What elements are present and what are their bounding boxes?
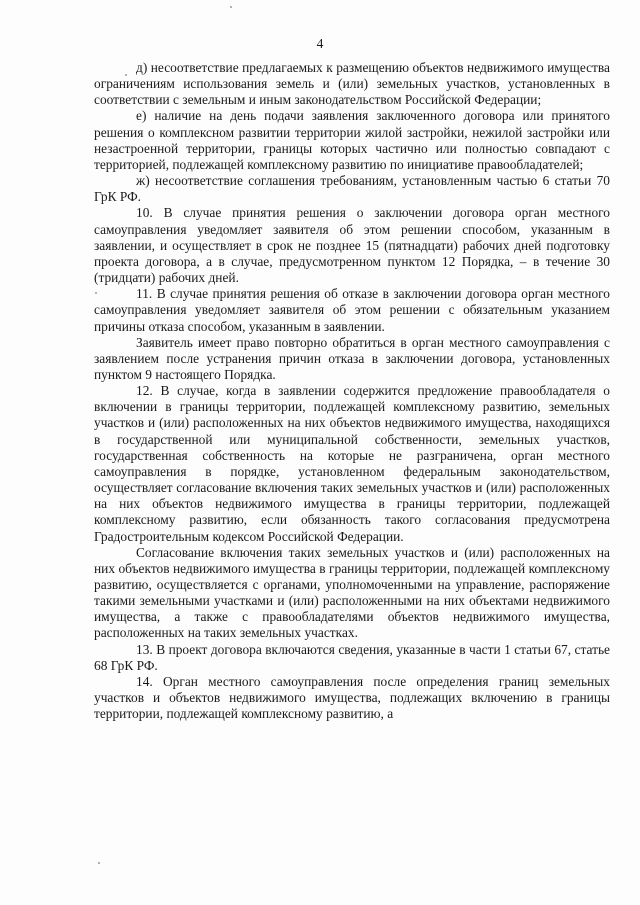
paragraph-reapplication: Заявитель имеет право повторно обратиться в орган местного самоуправления с заявлением после устранения причин отказа в заключении договора, установленных пунктом 9 настоящего Порядка. <box>94 334 610 382</box>
scan-speck <box>125 74 127 76</box>
paragraph-item-d: д) несоответствие предлагаемых к размещению объектов недвижимого имущества ограничениям использования земель и (или) земельных участков, установленных в соответствии с земельным и иным законодательством Российской Федерации; <box>94 60 610 108</box>
paragraph-item-zh: ж) несоответствие соглашения требованиям, установленным частью 6 статьи 70 ГрК РФ. <box>94 173 610 205</box>
paragraph-coordination: Согласование включения таких земельных участков и (или) расположенных на них объектов недвижимого имущества в границы территории, подлежащей комплексному развитию, осуществляется с органами, уполномоченными на управление, распоряжение такими земельными участками и (или) расположенными на них объектами недвижимого имущества, а также с правообладателями объектов недвижимого имущества, расположенных на таких земельных участках. <box>94 544 610 641</box>
paragraph-clause-14: 14. Орган местного самоуправления после определения границ земельных участков и объектов недвижимого имущества, подлежащих включению в границы территории, подлежащей комплексному развитию, а <box>94 673 610 722</box>
paragraph-clause-12: 12. В случае, когда в заявлении содержится предложение правообладателя о включении в границы территории, подлежащей комплексному развитию, земельных участков и (или) расположенных на них объектов недвижимого имущества, находящихся в государственной или муниципальной собственности, земельных участков, государственная собственность на которые не разграничена, орган местного самоуправления в порядке, установленном федеральным законодательством, осуществляет согласование включения таких земельных участков и (или) расположенных на них объектов недвижимого имущества в границы территории, подлежащей комплексному развитию, если обязанность такого согласования предусмотрена Градостроительным кодексом Российской Федерации. <box>94 383 610 544</box>
paragraph-clause-10: 10. В случае принятия решения о заключении договора орган местного самоуправления уведомляет заявителя об этом решении способом, указанным в заявлении, и осуществляет в срок не позднее 15 (пятнадцати) рабочих дней подготовку проекта договора, а в случае, предусмотренном пунктом 12 Порядка, – в течение 30 (тридцати) рабочих дней. <box>94 205 610 286</box>
page-body <box>94 60 610 722</box>
paragraph-clause-13: 13. В проект договора включаются сведения, указанные в части 1 статьи 67, статье 68 ГрК РФ. <box>94 641 610 673</box>
scan-speck <box>230 6 232 8</box>
scan-speck <box>95 292 97 294</box>
page-number: 4 <box>316 36 324 51</box>
scan-speck <box>98 862 100 864</box>
paragraph-item-e: е) наличие на день подачи заявления заключенного договора или принятого решения о комплексном развитии территории жилой застройки, нежилой застройки или незастроенной территории, границы которых частично или полностью совпадают с территорией, подлежащей комплексному развитию по инициативе правообладателей; <box>94 108 610 172</box>
paragraph-clause-11: 11. В случае принятия решения об отказе в заключении договора орган местного самоуправления уведомляет заявителя об этом решении с обязательным указанием причины отказа способом, указанным в заявлении. <box>94 286 610 334</box>
